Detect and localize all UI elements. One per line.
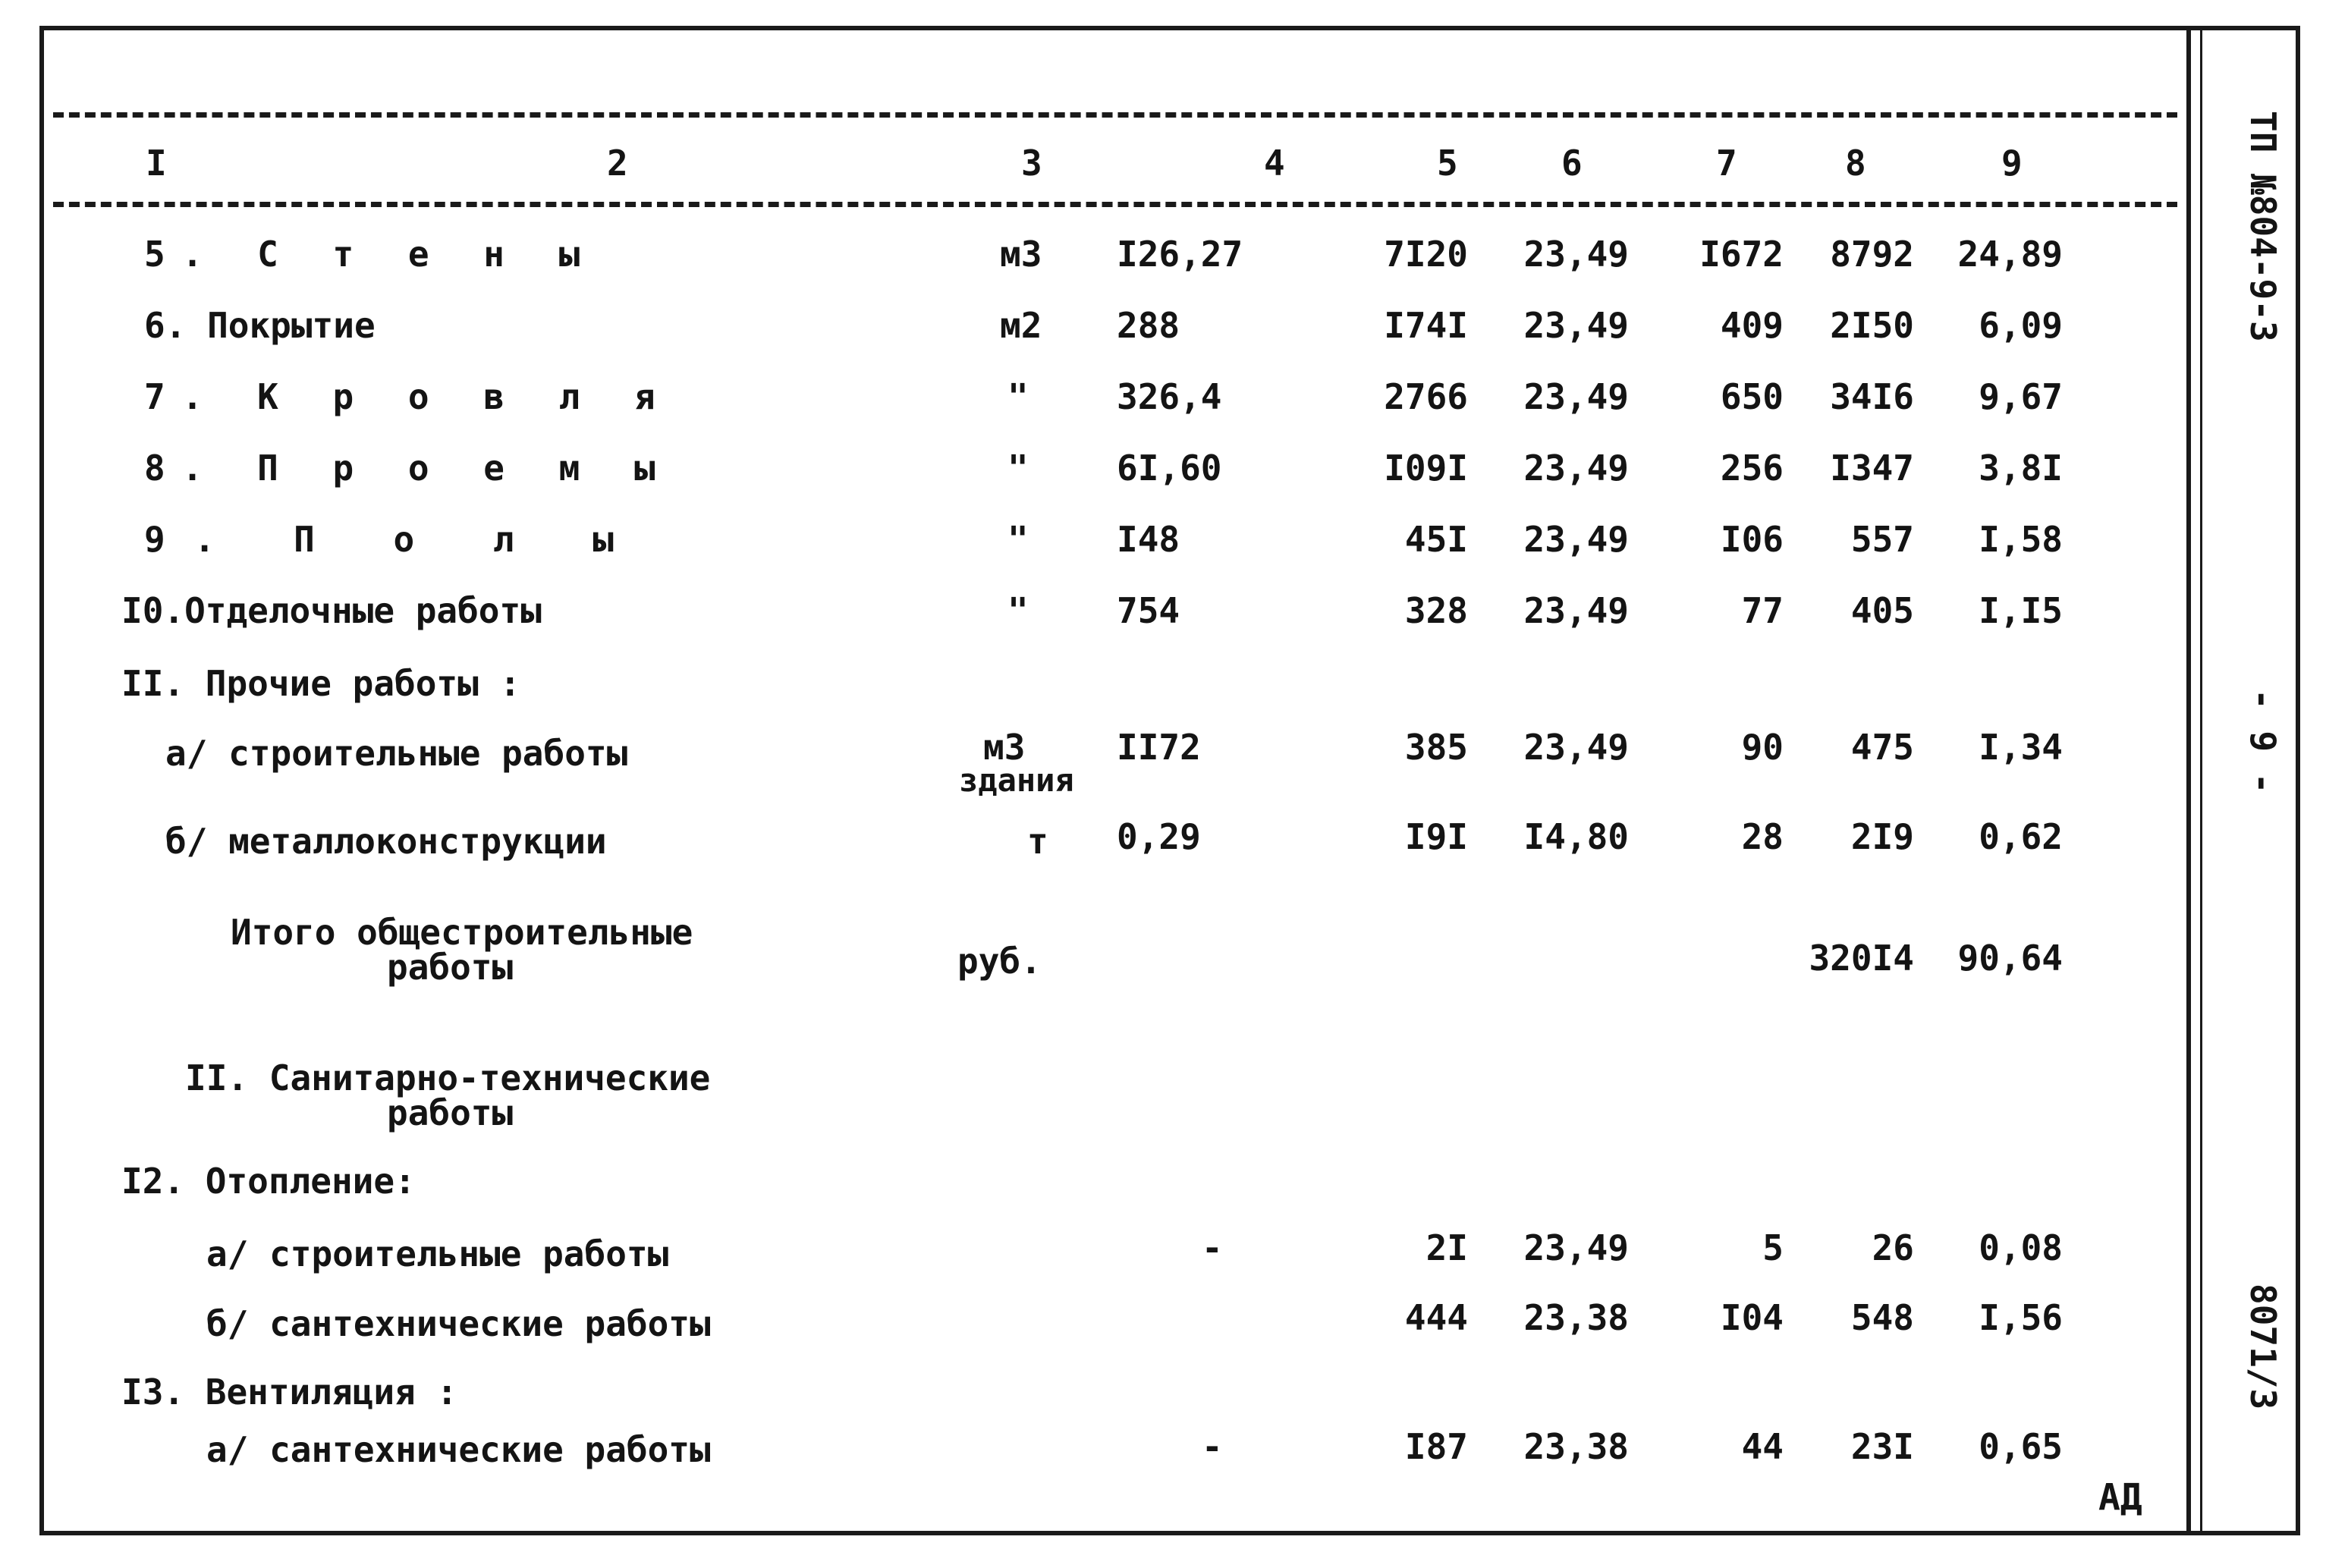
cell-col5: 328	[1404, 590, 1468, 631]
row-name: а/ строительные работы	[165, 733, 628, 774]
row-name: 6. Покрытие	[144, 305, 376, 346]
cell-col8: 34I6	[1830, 376, 1914, 417]
cell-col6: 23,38	[1523, 1297, 1629, 1338]
cell-col7: I04	[1720, 1297, 1784, 1338]
cell-col8: 8792	[1830, 234, 1914, 275]
col-header-7: 7	[1716, 143, 1737, 184]
cell-col6: 23,49	[1523, 590, 1629, 631]
cell-col4: I48	[1117, 519, 1180, 560]
cell-col6: 23,49	[1523, 519, 1629, 560]
row-unit: "	[1007, 519, 1029, 560]
cell-col6: 23,49	[1523, 1227, 1629, 1268]
cell-col9: 6,09	[1979, 305, 2063, 346]
row-unit: м2	[1000, 305, 1042, 346]
col-header-4: 4	[1264, 143, 1285, 184]
cell-col9: I,I5	[1979, 590, 2063, 631]
row-unit: м3	[1000, 234, 1042, 275]
header-dash-top	[53, 112, 2177, 118]
row-name: II. Прочие работы :	[121, 663, 521, 704]
cell-col4: 0,29	[1117, 816, 1201, 857]
cell-col5: 2I	[1425, 1227, 1468, 1268]
cell-col9: I,56	[1979, 1297, 2063, 1338]
sidebar-page: - 9 -	[2243, 689, 2284, 794]
cell-col8: 557	[1850, 519, 1914, 560]
col-header-8: 8	[1845, 143, 1866, 184]
cell-col6: 23,49	[1523, 305, 1629, 346]
cell-col7: 5	[1762, 1227, 1784, 1268]
cell-col7: 409	[1720, 305, 1784, 346]
cell-col5: I09I	[1384, 448, 1468, 489]
cell-col6: 23,49	[1523, 448, 1629, 489]
cell-col9: 90,64	[1957, 938, 2063, 979]
cell-col4: II72	[1117, 727, 1201, 768]
cell-col8: I347	[1830, 448, 1914, 489]
cell-col9: I,34	[1979, 727, 2063, 768]
row-name: 7. К р о в л я	[144, 376, 672, 417]
cell-col4: 754	[1117, 590, 1180, 631]
cell-col7: 77	[1741, 590, 1784, 631]
row-name: б/ сантехнические работы	[206, 1303, 711, 1344]
sidebar-rule	[2186, 26, 2191, 1535]
row-unit: "	[1007, 590, 1029, 631]
cell-col8: 23I	[1850, 1426, 1914, 1467]
row-unit: т	[1027, 821, 1048, 862]
col-header-6: 6	[1561, 143, 1583, 184]
row-name: 8. П р о е м ы	[144, 448, 672, 489]
cell-col6: 23,49	[1523, 376, 1629, 417]
cell-col5: 45I	[1404, 519, 1468, 560]
cell-col8: 405	[1850, 590, 1914, 631]
col-header-5: 5	[1437, 143, 1458, 184]
cell-col8: 548	[1850, 1297, 1914, 1338]
cell-col6: I4,80	[1523, 816, 1629, 857]
header-dash-bottom	[53, 202, 2177, 207]
row-unit: руб.	[957, 941, 1042, 982]
cell-col4: 288	[1117, 305, 1180, 346]
cell-col7: 650	[1720, 376, 1784, 417]
cell-col7: 44	[1741, 1426, 1784, 1467]
cell-col6: 23,49	[1523, 234, 1629, 275]
cell-col8: 320I4	[1809, 938, 1914, 979]
row-unit: м3	[983, 727, 1026, 768]
cell-col8: 2I9	[1850, 816, 1914, 857]
row-unit: "	[1007, 376, 1029, 417]
row-unit-line2: здания	[959, 762, 1074, 799]
cell-col9: I,58	[1979, 519, 2063, 560]
cell-col4: 6I,60	[1117, 448, 1222, 489]
cell-col7: 28	[1741, 816, 1784, 857]
cell-col7: 256	[1720, 448, 1784, 489]
cell-col7: I06	[1720, 519, 1784, 560]
cell-col4: -	[1202, 1426, 1223, 1467]
section-title-line2: работы	[387, 1092, 514, 1133]
cell-col9: 0,65	[1979, 1426, 2063, 1467]
signature: АД	[2098, 1476, 2142, 1519]
cell-col7: 90	[1741, 727, 1784, 768]
cell-col5: 385	[1404, 727, 1468, 768]
cell-col6: 23,38	[1523, 1426, 1629, 1467]
cell-col5: 2766	[1384, 376, 1468, 417]
sidebar-sheet: 8071/3	[2243, 1284, 2284, 1410]
sidebar-rule-inner	[2200, 26, 2202, 1535]
cell-col8: 2I50	[1830, 305, 1914, 346]
row-name: 9. П о л ы	[144, 519, 643, 560]
cell-col5: I87	[1404, 1426, 1468, 1467]
cell-col5: I74I	[1384, 305, 1468, 346]
cell-col9: 24,89	[1957, 234, 2063, 275]
row-name: I3. Вентиляция :	[121, 1372, 458, 1412]
row-name: I0.Отделочные работы	[121, 590, 542, 631]
cell-col5: 7I20	[1384, 234, 1468, 275]
cell-col4: 326,4	[1117, 376, 1222, 417]
row-name: а/ строительные работы	[206, 1233, 669, 1274]
cell-col5: I9I	[1404, 816, 1468, 857]
cell-col6: 23,49	[1523, 727, 1629, 768]
cell-col9: 3,8I	[1979, 448, 2063, 489]
row-name: а/ сантехнические работы	[206, 1429, 711, 1470]
col-header-1: I	[146, 143, 167, 184]
row-name: 5. С т е н ы	[144, 234, 597, 275]
row-name: Итого общестроительные	[231, 912, 693, 953]
cell-col8: 26	[1872, 1227, 1914, 1268]
cell-col7: I672	[1699, 234, 1784, 275]
col-header-9: 9	[2001, 143, 2023, 184]
row-unit: "	[1007, 448, 1029, 489]
cell-col4: -	[1202, 1227, 1223, 1268]
section-title: II. Санитарно-технические	[185, 1057, 711, 1098]
row-name-line2: работы	[387, 947, 514, 988]
cell-col9: 0,62	[1979, 816, 2063, 857]
cell-col9: 9,67	[1979, 376, 2063, 417]
col-header-3: 3	[1021, 143, 1042, 184]
sidebar-code: ТП №804-9-3	[2243, 111, 2284, 342]
col-header-2: 2	[607, 143, 628, 184]
cell-col4: I26,27	[1117, 234, 1243, 275]
row-name: I2. Отопление:	[121, 1161, 416, 1202]
cell-col5: 444	[1404, 1297, 1468, 1338]
cell-col8: 475	[1850, 727, 1914, 768]
cell-col9: 0,08	[1979, 1227, 2063, 1268]
row-name: б/ металлоконструкции	[165, 821, 607, 862]
